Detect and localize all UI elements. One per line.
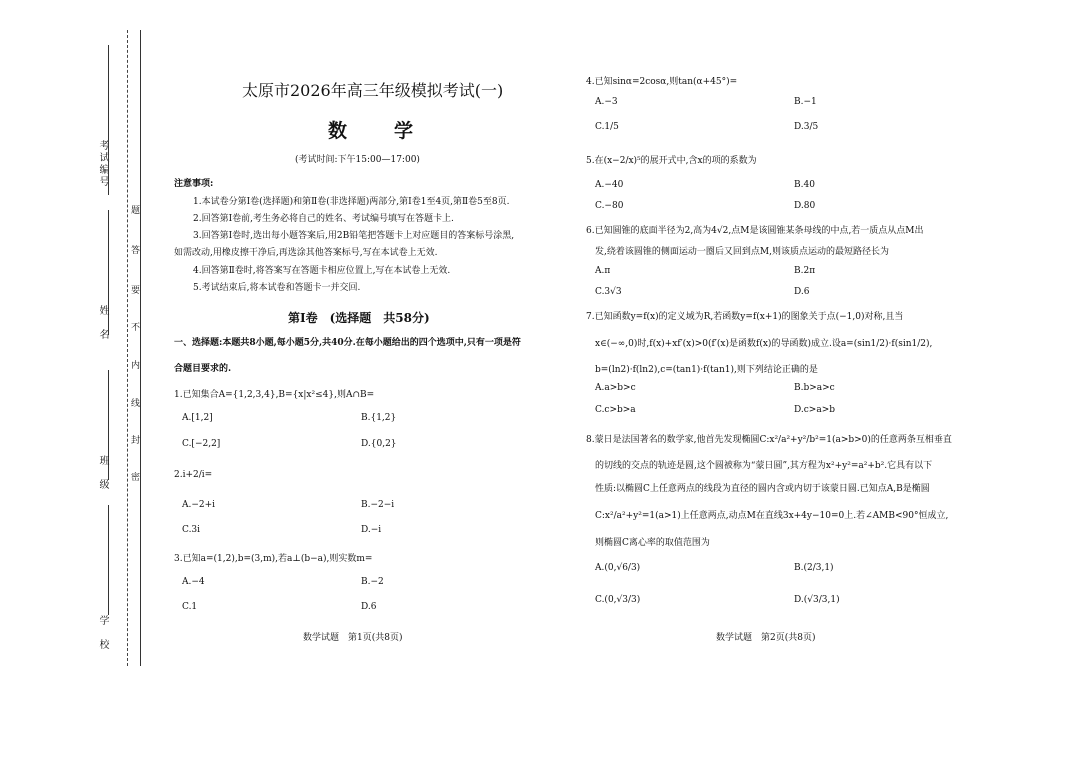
school-label: 学 校 (97, 615, 108, 651)
part1-instruction: 一、选择题:本题共8小题,每小题5分,共40分.在每小题给出的四个选项中,只有一项是符 (174, 338, 521, 348)
seal-char: 线 (129, 398, 139, 409)
page-footer: 数学试题 第1页(共8页) (303, 633, 403, 643)
school-field[interactable] (108, 505, 109, 615)
option[interactable]: B.−2−i (361, 500, 395, 510)
option[interactable]: C.−80 (595, 201, 624, 211)
page-footer: 数学试题 第2页(共8页) (716, 633, 816, 643)
question-stem: 2.i+2/i= (174, 470, 213, 480)
option[interactable]: D.6 (361, 602, 377, 612)
option[interactable]: C.3√3 (595, 287, 622, 297)
option[interactable]: A.−40 (595, 180, 624, 190)
option[interactable]: D.80 (794, 201, 816, 211)
question-stem: 5.在(x−2/x)⁵的展开式中,含x的项的系数为 (586, 156, 757, 166)
notice-heading: 注意事项: (174, 179, 214, 189)
option[interactable]: A.−2+i (182, 500, 216, 510)
seal-char: 要 (129, 285, 139, 296)
question-line: 性质:以椭圆C上任意两点的线段为直径的圆内含或内切于该蒙日圆.已知点A,B是椭圆 (595, 484, 930, 494)
question-line: x∈(−∞,0)时,f(x)+xf′(x)>0(f′(x)是函数f(x)的导函数)成立.设a=(sin1/2)·f(sin1/2), (595, 339, 933, 349)
option[interactable]: D.−i (361, 525, 382, 535)
seal-char: 答 (129, 245, 139, 256)
option[interactable]: B.−1 (794, 97, 817, 107)
question-line: 8.蒙日是法国著名的数学家,他首先发现椭圆C:x²/a²+y²/b²=1(a>b>0)的任意两条互相垂直 (586, 435, 952, 445)
option[interactable]: C.c>b>a (595, 405, 636, 415)
question-line: C:x²/a²+y²=1(a>1)上任意两点,动点M在直线3x+4y−10=0上.若∠AMB<90°恒成立, (595, 511, 949, 521)
option[interactable]: C.1 (182, 602, 198, 612)
question-line: 的切线的交点的轨迹是圆,这个圆被称为“蒙日圆”,其方程为x²+y²=a²+b².它具有以下 (595, 461, 933, 471)
exam-number-field[interactable] (108, 45, 109, 195)
name-label: 姓 名 (97, 305, 108, 341)
question-line: 7.已知函数y=f(x)的定义域为R,若函数y=f(x+1)的图象关于点(−1,0)对称,且当 (586, 312, 904, 322)
option[interactable]: B.2π (794, 266, 816, 276)
seal-char: 题 (129, 205, 139, 216)
exam-time: (考试时间:下午15:00—17:00) (295, 155, 420, 165)
seal-char: 封 (129, 435, 139, 446)
option[interactable]: B.b>a>c (794, 383, 835, 393)
option[interactable]: D.(√3/3,1) (794, 595, 840, 605)
option[interactable]: D.6 (794, 287, 810, 297)
question-line: 发,绕着该圆锥的侧面运动一圈后又回到点M,则该质点运动的最短路径长为 (595, 247, 889, 257)
seal-char: 不 (129, 322, 139, 333)
class-label: 班 级 (97, 455, 108, 491)
option[interactable]: A.−4 (182, 577, 205, 587)
part1-instruction: 合题目要求的. (174, 364, 232, 374)
exam-number-label: 考试编号 (97, 140, 108, 188)
option[interactable]: B.−2 (361, 577, 384, 587)
option[interactable]: D.3/5 (794, 122, 819, 132)
option[interactable]: C.(0,√3/3) (595, 595, 641, 605)
notice-line: 5.考试结束后,将本试卷和答题卡一并交回. (193, 283, 361, 293)
question-stem: 1.已知集合A={1,2,3,4},B={x|x²≤4},则A∩B= (174, 390, 375, 400)
question-stem: 3.已知a=(1,2),b=(3,m),若a⊥(b−a),则实数m= (174, 554, 373, 564)
question-line: 则椭圆C离心率的取值范围为 (595, 538, 710, 548)
question-line: 6.已知圆锥的底面半径为2,高为4√2,点M是该圆锥某条母线的中点,若一质点从点M出 (586, 226, 924, 236)
notice-line: 1.本试卷分第Ⅰ卷(选择题)和第Ⅱ卷(非选择题)两部分,第Ⅰ卷1至4页,第Ⅱ卷5至8页. (193, 197, 510, 207)
option[interactable]: D.{0,2} (361, 439, 397, 449)
exam-title: 太原市2026年高三年级模拟考试(一) (242, 81, 504, 100)
seal-line (140, 30, 141, 666)
notice-line: 4.回答第Ⅱ卷时,将答案写在答题卡相应位置上,写在本试卷上无效. (193, 266, 451, 276)
option[interactable]: A.−3 (595, 97, 618, 107)
option[interactable]: D.c>a>b (794, 405, 836, 415)
option[interactable]: C.[−2,2] (182, 439, 221, 449)
option[interactable]: A.a>b>c (595, 383, 636, 393)
option[interactable]: B.40 (794, 180, 815, 190)
question-line: b=(ln2)·f(ln2),c=(tan1)·f(tan1),则下列结论正确的是 (595, 365, 818, 375)
option[interactable]: C.3i (182, 525, 201, 535)
notice-line: 如需改动,用橡皮擦干净后,再选涂其他答案标号,写在本试卷上无效. (174, 248, 438, 258)
option[interactable]: C.1/5 (595, 122, 619, 132)
option[interactable]: A.[1,2] (182, 413, 213, 423)
dashed-cut-line (127, 30, 128, 666)
seal-char: 内 (129, 360, 139, 371)
option[interactable]: A.π (595, 266, 611, 276)
option[interactable]: B.{1,2} (361, 413, 397, 423)
subject-title: 数 学 (328, 120, 428, 142)
option[interactable]: A.(0,√6/3) (595, 563, 641, 573)
seal-char: 密 (129, 472, 139, 483)
option[interactable]: B.(2/3,1) (794, 563, 834, 573)
part1-title: 第Ⅰ卷 (选择题 共58分) (288, 311, 430, 325)
notice-line: 2.回答第Ⅰ卷前,考生务必将自己的姓名、考试编号填写在答题卡上. (193, 214, 454, 224)
question-stem: 4.已知sinα=2cosα,则tan(α+45°)= (586, 77, 738, 87)
notice-line: 3.回答第Ⅰ卷时,选出每小题答案后,用2B铅笔把答题卡上对应题目的答案标号涂黑, (193, 231, 515, 241)
